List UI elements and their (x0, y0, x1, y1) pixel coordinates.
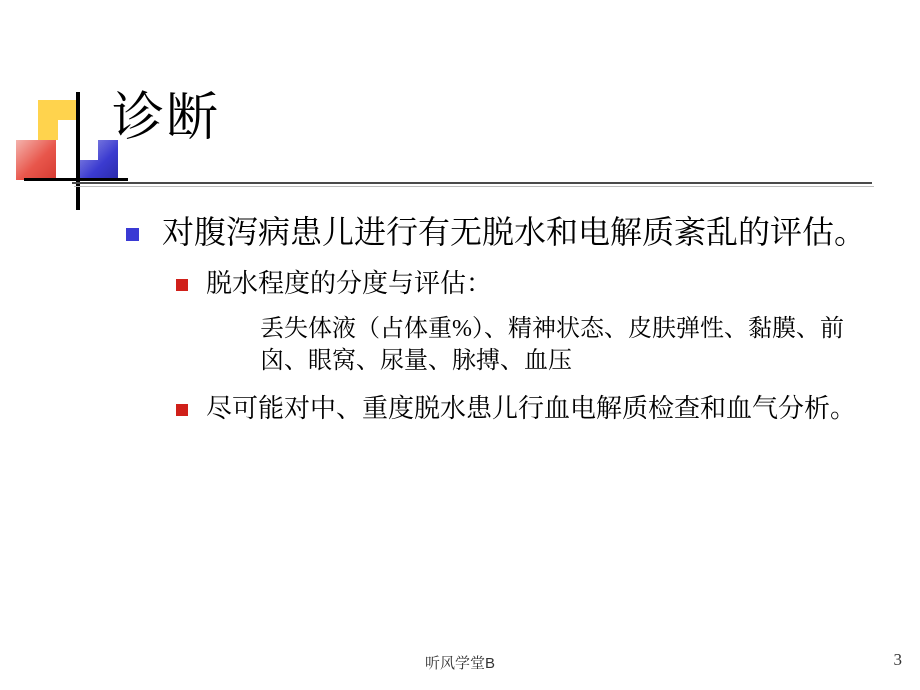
horizontal-rule-icon (24, 178, 128, 181)
bullet-marker-blue-icon (126, 228, 139, 241)
bullet-level1-text: 对腹泻病患儿进行有无脱水和电解质紊乱的评估。 (162, 214, 867, 250)
bullet-level3-text: 丢失体液（占体重%）、精神状态、皮肤弹性、黏膜、前囟、眼窝、尿量、脉搏、血压 (260, 315, 844, 375)
footer-center-text: 听风学堂B (424, 655, 495, 672)
bullet-marker-red-icon (176, 404, 188, 416)
bullet-marker-red-icon (176, 279, 188, 291)
bullet-level2-first (170, 267, 890, 301)
bullet-level2-second-text: 尽可能对中、重度脱水患儿行血电解质检查和血气分析。 (206, 393, 857, 423)
red-square-icon (16, 140, 56, 180)
title-divider (72, 182, 872, 184)
page-number: 3 (893, 650, 902, 669)
slide-body (120, 212, 890, 425)
bullet-level2-second (170, 392, 890, 426)
slide-title: 诊断 (112, 90, 221, 147)
title-divider-shadow (74, 186, 874, 187)
bullet-level1 (120, 212, 890, 253)
vertical-rule-icon (76, 92, 80, 210)
bullet-level2-first-text: 脱水程度的分度与评估： (206, 268, 493, 298)
